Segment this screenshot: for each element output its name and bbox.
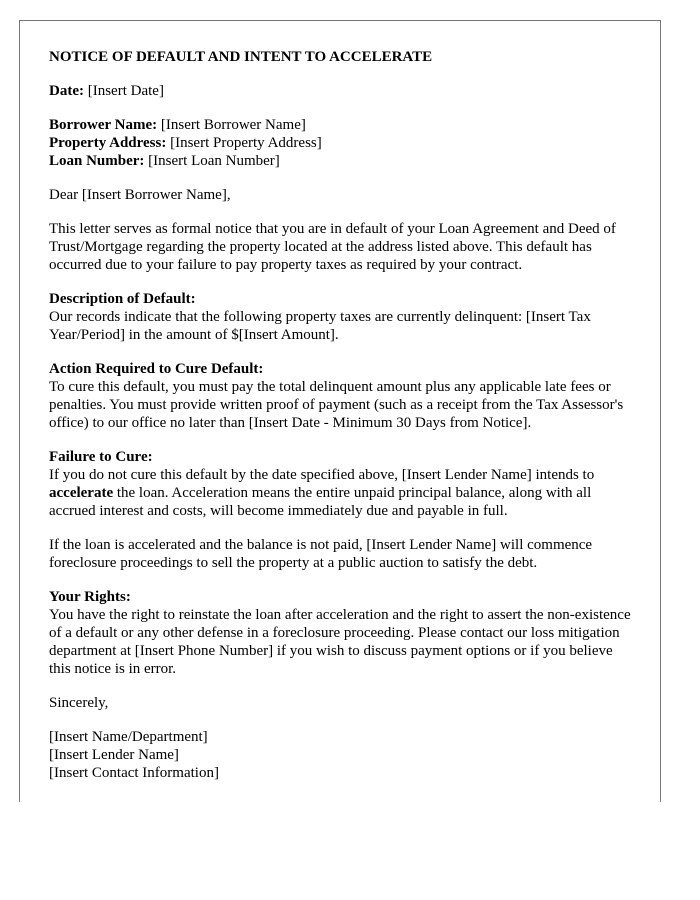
date-value: [Insert Date] bbox=[83, 83, 164, 99]
foreclosure-paragraph: If the loan is accelerated and the balance is not paid, [Insert Lender Name] will commence foreclosure proceedings to sell the property at a public auction to satisfy the debt. bbox=[49, 537, 593, 571]
your-rights-body: You have the right to reinstate the loan after acceleration and the right to assert the non-existence of a default or any other defense in a foreclosure proceeding. Please contact our loss mitigation department at [Insert Phone Number] if you wish to discuss payment options or if you believe this notice is in error. bbox=[49, 607, 631, 677]
loan-number-label: Loan Number: bbox=[49, 153, 145, 169]
letter-page bbox=[19, 20, 661, 802]
loan-number-value: [Insert Loan Number] bbox=[144, 153, 280, 169]
borrower-name-label: Borrower Name: bbox=[49, 117, 158, 133]
property-address-label: Property Address: bbox=[49, 135, 167, 151]
your-rights-heading: Your Rights: bbox=[49, 589, 131, 605]
failure-to-cure-section bbox=[49, 448, 631, 520]
borrower-name-value: [Insert Borrower Name] bbox=[157, 117, 306, 133]
action-required-body: To cure this default, you must pay the total delinquent amount plus any applicable late fees or penalties. You must provide written proof of payment (such as a receipt from the Tax Assessor's office) to our office no later than [Insert Date - Minimum 30 Days from Notice]. bbox=[49, 379, 624, 431]
signature-contact-info: [Insert Contact Information] bbox=[49, 765, 219, 781]
property-address-line bbox=[49, 134, 631, 152]
closing: Sincerely, bbox=[49, 695, 109, 711]
property-address-value: [Insert Property Address] bbox=[166, 135, 322, 151]
borrower-name-line bbox=[49, 116, 631, 134]
failure-to-cure-body-start: If you do not cure this default by the date specified above, [Insert Lender Name] intends to bbox=[49, 467, 595, 483]
intro-paragraph: This letter serves as formal notice that you are in default of your Loan Agreement and Deed of Trust/Mortgage regarding the property located at the address listed above. This default has occurred due to your failure to pay property taxes as required by your contract. bbox=[49, 221, 616, 273]
date-line bbox=[49, 82, 631, 100]
loan-number-line bbox=[49, 152, 631, 170]
description-of-default-section bbox=[49, 290, 631, 344]
your-rights-section bbox=[49, 588, 631, 678]
action-required-heading: Action Required to Cure Default: bbox=[49, 361, 264, 377]
description-of-default-body: Our records indicate that the following property taxes are currently delinquent: [Insert Tax Year/Period] in the amount of $[Insert Amount]. bbox=[49, 309, 591, 343]
description-of-default-heading: Description of Default: bbox=[49, 291, 196, 307]
action-required-section bbox=[49, 360, 631, 432]
signature-block bbox=[49, 728, 631, 782]
borrower-info bbox=[49, 116, 631, 170]
signature-name-department: [Insert Name/Department] bbox=[49, 729, 208, 745]
salutation: Dear [Insert Borrower Name], bbox=[49, 187, 231, 203]
failure-to-cure-body-end: the loan. Acceleration means the entire unpaid principal balance, along with all accrued interest and costs, will become immediately due and payable in full. bbox=[49, 485, 592, 519]
document-title: NOTICE OF DEFAULT AND INTENT TO ACCELERATE bbox=[49, 49, 433, 65]
accelerate-emphasis: accelerate bbox=[49, 485, 114, 501]
signature-lender-name: [Insert Lender Name] bbox=[49, 747, 179, 763]
date-label: Date: bbox=[49, 83, 84, 99]
failure-to-cure-heading: Failure to Cure: bbox=[49, 449, 153, 465]
